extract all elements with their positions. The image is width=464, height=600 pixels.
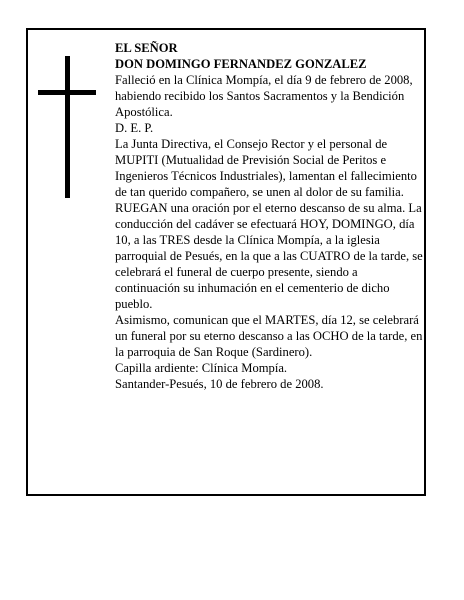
deceased-name: DON DOMINGO FERNANDEZ GONZALEZ [115, 57, 367, 71]
notice-paragraph: La Junta Directiva, el Consejo Rector y el personal de MUPITI (Mutualidad de Previsión Social de Peritos e Ingenieros Técnicos Industriales), lamentan el fallecimiento de tan querido compañero, se unen al dolor de su familia. [115, 137, 417, 199]
obituary-notice [26, 28, 426, 496]
notice-text [115, 40, 425, 392]
cross-horizontal-bar [38, 90, 96, 95]
notice-paragraph: Falleció en la Clínica Mompía, el día 9 de febrero de 2008, [115, 73, 413, 87]
notice-paragraph: Capilla ardiente: Clínica Mompía. [115, 361, 288, 375]
notice-title: EL SEÑOR [115, 41, 178, 55]
cross-icon [38, 56, 96, 198]
notice-paragraph: habiendo recibido los Santos Sacramentos y la Bendición Apostólica. [115, 89, 405, 119]
notice-paragraph: D. E. P. [115, 121, 154, 135]
notice-paragraph: Santander-Pesués, 10 de febrero de 2008. [115, 377, 324, 391]
notice-paragraph: Asimismo, comunican que el MARTES, día 12, se celebrará un funeral por su eterno descanso a las OCHO de la tarde, en la parroquia de San Roque (Sardinero). [115, 313, 423, 359]
cross-vertical-bar [65, 56, 70, 198]
notice-paragraph: RUEGAN una oración por el eterno descanso de su alma. La conducción del cadáver se efectuará HOY, DOMINGO, día 10, a las TRES desde la Clínica Mompía, a la iglesia parroquial de Pesués, en la que a las CUATRO de la tarde, se celebrará el funeral de cuerpo presente, siendo a continuación su inhumación en el cementerio de dicho pueblo. [115, 201, 423, 311]
